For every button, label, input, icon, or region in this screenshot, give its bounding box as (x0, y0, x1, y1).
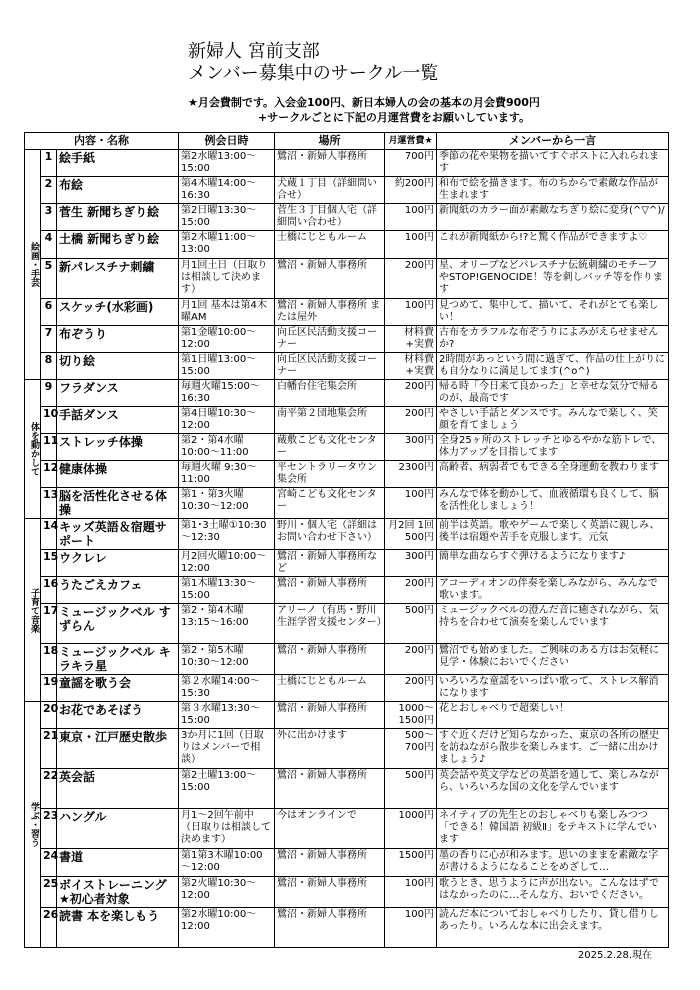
meeting-date: 第1・第3火曜10:30～12:00 (179, 488, 275, 519)
member-comment: ミュージックベルの澄んだ音に癒されながら、気持ちを合わせて演奏を楽しんでいます (437, 604, 669, 644)
meeting-date: 第1日曜13:00～15:00 (179, 353, 275, 380)
monthly-fee: 300円 (385, 550, 437, 577)
meeting-date: 月2回火曜10:00～12:00 (179, 550, 275, 577)
circle-name: キッズ英語＆宿題サポート (57, 519, 179, 550)
meeting-date: 毎週火曜15:00～16:30 (179, 380, 275, 407)
meeting-date: 月1回 基本は第4木曜AM (179, 299, 275, 326)
table-row (25, 702, 669, 729)
table-row (25, 380, 669, 407)
meeting-place: 土橋にじともルーム (275, 231, 385, 259)
monthly-fee: 材料費+実費 (385, 326, 437, 353)
meeting-place: 野川・個人宅（詳細はお問い合わせ下さい） (275, 519, 385, 550)
row-number: 16 (41, 577, 57, 604)
meeting-date: 第2木曜11:00～13:00 (179, 231, 275, 259)
monthly-fee: 100円 (385, 204, 437, 231)
monthly-fee: 100円 (385, 908, 437, 948)
category-cell: 体を動かして (25, 380, 41, 519)
meeting-place: 犬蔵１丁目（詳細問い合せ） (275, 177, 385, 204)
member-comment: 星、オリーブなどパレスチナ伝統刺繍のモチーフやSTOP!GENOCIDE！等を刺しバッチ等を作ります (437, 259, 669, 299)
member-comment: 英会話や英文学などの英語を通して、楽しみながら、いろいろな国の文化を学んでいます (437, 769, 669, 809)
member-comment: 墨の香りに心が和みます。思いのままを素敵な字が書けるようになることをめざして… (437, 849, 669, 877)
table-row (25, 519, 669, 550)
circle-name: 布ぞうり (57, 326, 179, 353)
table-header-row (25, 133, 669, 150)
monthly-fee: 200円 (385, 675, 437, 702)
monthly-fee: 100円 (385, 231, 437, 259)
circle-name: 布絵 (57, 177, 179, 204)
meeting-place: 鷺沼・新婦人事務所 (275, 577, 385, 604)
col-header-place: 場所 (275, 133, 385, 150)
circle-name: 手話ダンス (57, 407, 179, 434)
member-comment: 2時間があっという間に過ぎて、作品の仕上がりにも自分なりに満足してます(^o^) (437, 353, 669, 380)
meeting-date: 月1回土日（日取りは相談して決めます） (179, 259, 275, 299)
monthly-fee: 700円 (385, 150, 437, 177)
monthly-fee: 200円 (385, 577, 437, 604)
row-number: 14 (41, 519, 57, 550)
monthly-fee: 100円 (385, 299, 437, 326)
meeting-date: 月1～2回午前中（日取りは相談して決めます） (179, 809, 275, 849)
table-row (25, 809, 669, 849)
monthly-fee: 200円 (385, 407, 437, 434)
meeting-date: 第1木曜13:30～15:00 (179, 577, 275, 604)
member-comment: アコーディオンの伴奏を楽しみながら、みんなで歌います。 (437, 577, 669, 604)
meeting-place: 向丘区民活動支援コーナー (275, 326, 385, 353)
meeting-place: 平セントラリータウン集会所 (275, 461, 385, 488)
meeting-place: 鷺沼・新婦人事務所など (275, 550, 385, 577)
table-row (25, 177, 669, 204)
row-number: 10 (41, 407, 57, 434)
meeting-date: 第３水曜13:30～15:00 (179, 702, 275, 729)
table-row (25, 204, 669, 231)
meeting-date: 毎週火曜 9:30～11:00 (179, 461, 275, 488)
table-row (25, 461, 669, 488)
table-row (25, 326, 669, 353)
row-number: 1 (41, 150, 57, 177)
meeting-place: アリーノ（有馬・野川生涯学習支援センター） (275, 604, 385, 644)
monthly-fee: 500円 (385, 769, 437, 809)
member-comment: 鷺沼でも始めました。ご興味のある方はお気軽に見学・体験においでください (437, 644, 669, 675)
member-comment: 古布をカラフルな布ぞうりによみがえらせませんか? (437, 326, 669, 353)
meeting-place: 鷺沼・新婦人事務所 (275, 702, 385, 729)
meeting-date: 第2水曜10:00～12:00 (179, 908, 275, 948)
monthly-fee: 500～700円 (385, 729, 437, 769)
monthly-fee: 1500円 (385, 849, 437, 877)
member-comment: 簡単な曲ならすぐ弾けるようになります♪ (437, 550, 669, 577)
circle-name: 絵手紙 (57, 150, 179, 177)
meeting-date: 第4日曜10:30～12:00 (179, 407, 275, 434)
circle-name: 英会話 (57, 769, 179, 809)
meeting-date: 第1金曜10:00～12:00 (179, 326, 275, 353)
meeting-date: 第２水曜14:00～15:30 (179, 675, 275, 702)
meeting-place: 鷺沼・新婦人事務所 (275, 877, 385, 908)
circle-name: お花であそぼう (57, 702, 179, 729)
row-number: 8 (41, 353, 57, 380)
member-comment: すぐ近くだけど知らなかった、東京の各所の歴史を訪ねながら散歩を楽しみます。ご一緒に出かけましょう♪ (437, 729, 669, 769)
circle-name: 菅生 新聞ちぎり絵 (57, 204, 179, 231)
circle-name: 切り絵 (57, 353, 179, 380)
row-number: 6 (41, 299, 57, 326)
page-title: 新婦人 宮前支部 (188, 41, 320, 62)
circle-name: フラダンス (57, 380, 179, 407)
meeting-place: 宮崎こども文化センター (275, 488, 385, 519)
member-comment: 新聞紙のカラー面が素敵なちぎり絵に変身(^▽^)/ (437, 204, 669, 231)
table-row (25, 769, 669, 809)
monthly-fee: 1000円 (385, 809, 437, 849)
row-number: 13 (41, 488, 57, 519)
member-comment: 花とおしゃべりで超楽しい！ (437, 702, 669, 729)
as-of-date: 2025.2.28.現在 (577, 950, 652, 961)
row-number: 15 (41, 550, 57, 577)
monthly-fee: 2300円 (385, 461, 437, 488)
table-row (25, 259, 669, 299)
col-header-fee: 月運営費★ (385, 133, 437, 150)
circle-name: ウクレレ (57, 550, 179, 577)
row-number: 11 (41, 434, 57, 461)
table-row (25, 849, 669, 877)
monthly-fee: 200円 (385, 259, 437, 299)
row-number: 21 (41, 729, 57, 769)
col-header-date: 例会日時 (179, 133, 275, 150)
row-number: 17 (41, 604, 57, 644)
monthly-fee: 100円 (385, 877, 437, 908)
circle-name: 土橋 新聞ちぎり絵 (57, 231, 179, 259)
table-row (25, 407, 669, 434)
table-row (25, 353, 669, 380)
member-comment: 見つめて、集中して、描いて、それがとても楽しい！ (437, 299, 669, 326)
meeting-place: 今はオンラインで (275, 809, 385, 849)
row-number: 5 (41, 259, 57, 299)
meeting-place: 菅生３丁目個人宅（詳細問い合わせ） (275, 204, 385, 231)
fee-note-line2: +サークルごとに下記の月運営費をお願いしています。 (258, 111, 531, 124)
table-row (25, 604, 669, 644)
meeting-date: 第1･3土曜①10:30～12:30 (179, 519, 275, 550)
meeting-date: 第4木曜14:00～16:30 (179, 177, 275, 204)
row-number: 7 (41, 326, 57, 353)
circle-name: ストレッチ体操 (57, 434, 179, 461)
meeting-place: 向丘区民活動支援コーナー (275, 353, 385, 380)
meeting-place: 鷺沼・新婦人事務所 (275, 769, 385, 809)
meeting-date: 第2・第5木曜10:30～12:00 (179, 644, 275, 675)
meeting-place: 外に出かけます (275, 729, 385, 769)
member-comment: みんなで体を動かして、血液循環も良くして、脳を活性化しましょう！ (437, 488, 669, 519)
table-row (25, 299, 669, 326)
meeting-date: 3か月に1回（日取りはメンバーで相談） (179, 729, 275, 769)
member-comment: いろいろな童謡をいっぱい歌って、ストレス解消になります (437, 675, 669, 702)
table-row (25, 729, 669, 769)
row-number: 26 (41, 908, 57, 948)
meeting-place: 鷺沼・新婦人事務所 (275, 849, 385, 877)
row-number: 24 (41, 849, 57, 877)
row-number: 23 (41, 809, 57, 849)
circle-name: 読書 本を楽しもう (57, 908, 179, 948)
row-number: 25 (41, 877, 57, 908)
table-row (25, 488, 669, 519)
meeting-place: 蔵敷こども文化センター (275, 434, 385, 461)
category-cell: 絵画・手芸 (25, 150, 41, 380)
meeting-date: 第2土曜13:00～15:00 (179, 769, 275, 809)
table-row (25, 150, 669, 177)
row-number: 22 (41, 769, 57, 809)
circle-name: ミュージックベル キラキラ星 (57, 644, 179, 675)
monthly-fee: 200円 (385, 644, 437, 675)
circle-table (24, 132, 669, 948)
table-row (25, 675, 669, 702)
row-number: 2 (41, 177, 57, 204)
page-subtitle: メンバー募集中のサークル一覧 (188, 63, 439, 84)
monthly-fee: 100円 (385, 488, 437, 519)
meeting-date: 第2・第4水曜10:00～11:00 (179, 434, 275, 461)
monthly-fee: 約200円 (385, 177, 437, 204)
monthly-fee: 1000～1500円 (385, 702, 437, 729)
row-number: 20 (41, 702, 57, 729)
member-comment: 和布で絵を描きます。布のちからで素敵な作品が生まれます (437, 177, 669, 204)
meeting-date: 第2火曜10:30～12:00 (179, 877, 275, 908)
table-row (25, 877, 669, 908)
circle-name: スケッチ(水彩画) (57, 299, 179, 326)
meeting-place: 南平第２団地集会所 (275, 407, 385, 434)
monthly-fee: 500円 (385, 604, 437, 644)
circle-name: 新パレスチナ刺繍 (57, 259, 179, 299)
meeting-place: 鷺沼・新婦人事務所 または屋外 (275, 299, 385, 326)
col-header-comment: メンバーから一言 (437, 133, 669, 150)
row-number: 12 (41, 461, 57, 488)
circle-name: 脳を活性化させる体操 (57, 488, 179, 519)
table-row (25, 434, 669, 461)
row-number: 18 (41, 644, 57, 675)
circle-name: 童謡を歌う会 (57, 675, 179, 702)
meeting-place: 鷺沼・新婦人事務所 (275, 644, 385, 675)
member-comment: 高齢者、病弱者でもできる全身運動を教わります (437, 461, 669, 488)
table-row (25, 577, 669, 604)
member-comment: 読んだ本についておしゃべりしたり、貸し借りしあったり。いろんな本に出会えます。 (437, 908, 669, 948)
fee-note-line1: ★月会費制です。入会金100円、新日本婦人の会の基本の月会費900円 (188, 96, 540, 109)
circle-name: 東京・江戸歴史散歩 (57, 729, 179, 769)
circle-name: ミュージックベル すずらん (57, 604, 179, 644)
table-row (25, 908, 669, 948)
circle-name: ハングル (57, 809, 179, 849)
category-cell: 子育て音楽 (25, 519, 41, 702)
meeting-date: 第1第3木曜10:00～12:00 (179, 849, 275, 877)
meeting-place: 白幡台住宅集会所 (275, 380, 385, 407)
table-row (25, 644, 669, 675)
monthly-fee: 材料費+実費 (385, 353, 437, 380)
monthly-fee: 300円 (385, 434, 437, 461)
table-row (25, 550, 669, 577)
row-number: 3 (41, 204, 57, 231)
member-comment: やさしい手話とダンスです。みんなで楽しく、笑顔を育てましょう (437, 407, 669, 434)
category-cell: 学ぶ・習う (25, 702, 41, 948)
member-comment: 季節の花や果物を描いてすぐポストに入れられます (437, 150, 669, 177)
table-row (25, 231, 669, 259)
member-comment: 前半は英語。歌やゲームで楽しく英語に親しみ、後半は宿題や苦手を克服します。元気 (437, 519, 669, 550)
col-header-name: 内容・名称 (25, 133, 179, 150)
row-number: 9 (41, 380, 57, 407)
meeting-place: 鷺沼・新婦人事務所 (275, 259, 385, 299)
row-number: 19 (41, 675, 57, 702)
member-comment: 歌うとき、思うように声が出ない。こんなはずではなかったのに…そんな方、おいでください。 (437, 877, 669, 908)
circle-name: ボイストレーニング★初心者対象 (57, 877, 179, 908)
circle-name: 健康体操 (57, 461, 179, 488)
member-comment: 帰る時「今日来て良かった」と幸せな気分で帰るのが、最高です (437, 380, 669, 407)
meeting-date: 第2日曜13:30～15:00 (179, 204, 275, 231)
monthly-fee: 月2回 1回500円 (385, 519, 437, 550)
meeting-place: 土橋にじともルーム (275, 675, 385, 702)
circle-name: 書道 (57, 849, 179, 877)
member-comment: ネイティブの先生とのおしゃべりも楽しみつつ「できる！韓国語 初級Ⅱ」をテキストに学んでいます (437, 809, 669, 849)
member-comment: これが新聞紙から!?と驚く作品ができますよ♡ (437, 231, 669, 259)
meeting-place: 鷺沼・新婦人事務所 (275, 150, 385, 177)
meeting-date: 第2水曜13:00～15:00 (179, 150, 275, 177)
monthly-fee: 200円 (385, 380, 437, 407)
member-comment: 全身25ヶ所のストレッチとゆるやかな筋トレで、体力アップを目指してます (437, 434, 669, 461)
row-number: 4 (41, 231, 57, 259)
circle-name: うたごえカフェ (57, 577, 179, 604)
meeting-place: 鷺沼・新婦人事務所 (275, 908, 385, 948)
meeting-date: 第2・第4木曜13:15～16:00 (179, 604, 275, 644)
